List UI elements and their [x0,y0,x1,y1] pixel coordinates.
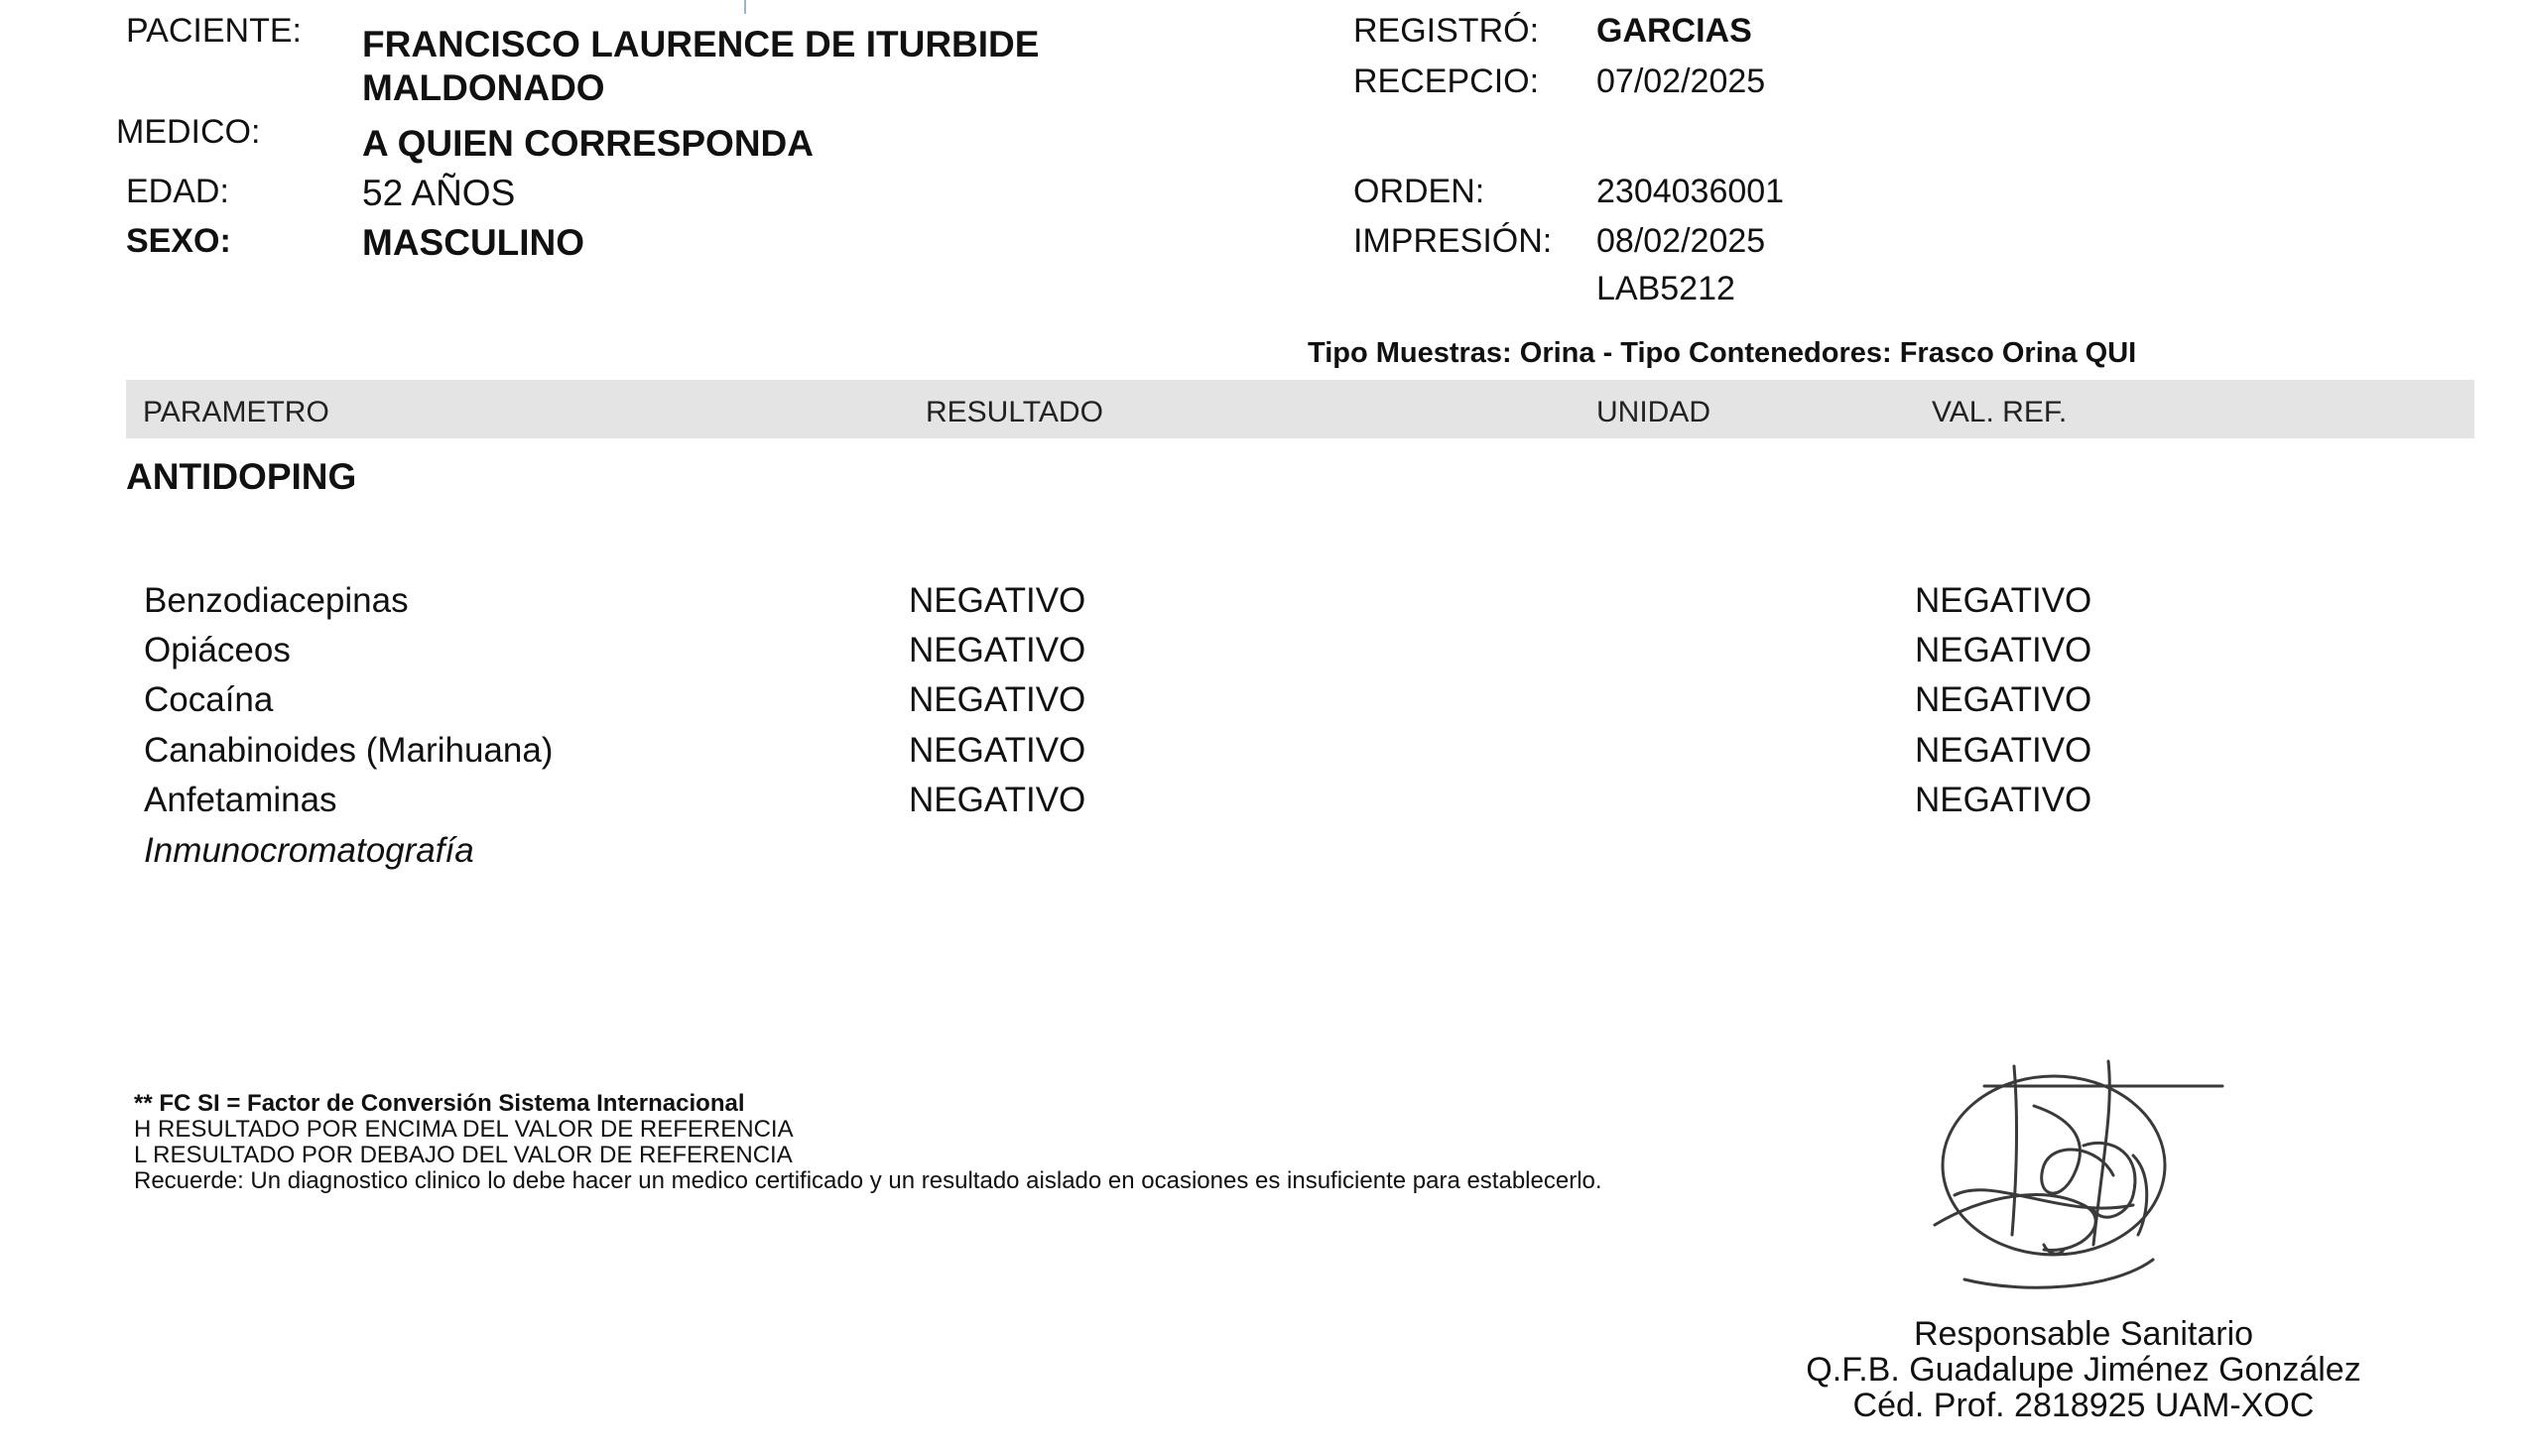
row-val-ref: NEGATIVO [1915,781,2092,819]
label-recepcio: RECEPCIO: [1353,62,1540,100]
footnote-fc: ** FC SI = Factor de Conversión Sistema Internacional [134,1090,745,1117]
label-orden: ORDEN: [1353,173,1485,210]
footnote-h: H RESULTADO POR ENCIMA DEL VALOR DE REFERENCIA [134,1116,794,1143]
logo-fragment-icon [742,0,748,14]
edad-value: 52 AÑOS [362,173,516,213]
row-resultado: NEGATIVO [909,731,1086,770]
responsible-cedula: Céd. Prof. 2818925 UAM-XOC [1852,1387,2315,1424]
sexo-value: MASCULINO [362,222,585,263]
patient-name-line2: MALDONADO [362,67,605,108]
header-parametro: PARAMETRO [143,396,329,428]
label-paciente: PACIENTE: [126,12,302,50]
medico-value: A QUIEN CORRESPONDA [362,123,815,164]
row-val-ref: NEGATIVO [1915,680,2092,719]
row-resultado: NEGATIVO [909,781,1086,819]
recepcio-value: 07/02/2025 [1596,62,1766,100]
responsible-block [1786,1316,2381,1423]
section-title: ANTIDOPING [126,456,357,497]
row-parametro: Opiáceos [144,631,291,669]
header-val-ref: VAL. REF. [1932,396,2068,428]
label-impresion: IMPRESIÓN: [1353,222,1553,260]
responsible-name: Q.F.B. Guadalupe Jiménez González [1806,1351,2361,1389]
patient-name-line1: FRANCISCO LAURENCE DE ITURBIDE [362,24,1040,64]
row-parametro: Anfetaminas [144,781,337,819]
row-resultado: NEGATIVO [909,680,1086,719]
label-sexo: SEXO: [126,222,231,260]
row-val-ref: NEGATIVO [1915,581,2092,620]
lab-code: LAB5212 [1596,270,1735,307]
row-resultado: NEGATIVO [909,631,1086,669]
footnote-reminder: Recuerde: Un diagnostico clinico lo debe hacer un medico certificado y un resultado aislado en ocasiones es insuficiente para establecerlo. [134,1167,1602,1194]
row-val-ref: NEGATIVO [1915,731,2092,770]
results-table-header [126,380,2474,438]
row-resultado: NEGATIVO [909,581,1086,620]
signature-icon [1925,1046,2242,1304]
row-parametro: Benzodiacepinas [144,581,409,620]
sample-info: Tipo Muestras: Orina - Tipo Contenedores: Frasco Orina QUI [1308,337,2137,369]
label-edad: EDAD: [126,173,229,210]
row-val-ref: NEGATIVO [1915,631,2092,669]
row-parametro: Cocaína [144,680,274,719]
header-resultado: RESULTADO [926,396,1103,428]
footnotes [134,1091,1602,1194]
responsible-role: Responsable Sanitario [1913,1315,2254,1353]
registro-value: GARCIAS [1596,12,1752,50]
row-parametro: Canabinoides (Marihuana) [144,731,554,770]
label-registro: REGISTRÓ: [1353,12,1540,50]
orden-value: 2304036001 [1596,173,1785,210]
impresion-value: 08/02/2025 [1596,222,1766,260]
footnote-l: L RESULTADO POR DEBAJO DEL VALOR DE REFERENCIA [134,1142,793,1168]
header-unidad: UNIDAD [1596,396,1711,428]
label-medico: MEDICO: [116,113,261,151]
method-note: Inmunocromatografía [144,831,474,870]
